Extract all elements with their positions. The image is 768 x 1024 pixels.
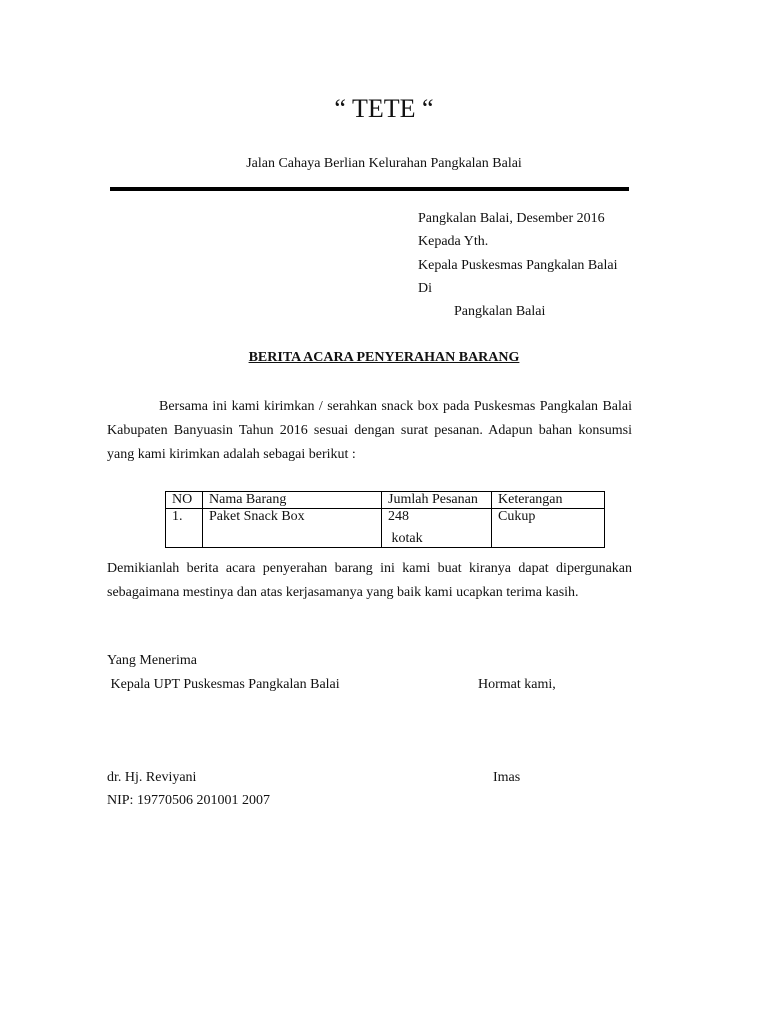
items-table bbox=[165, 491, 605, 548]
opening-paragraph bbox=[107, 395, 632, 467]
table-header-nama: Nama Barang bbox=[203, 492, 382, 509]
table-cell-jumlah bbox=[382, 509, 492, 548]
receiver-title: Kepala UPT Puskesmas Pangkalan Balai bbox=[107, 677, 340, 692]
closing-paragraph: Demikianlah berita acara penyerahan barang ini kami buat kiranya dapat dipergunakan sebagaimana mestinya dan atas kerjasamanya yang baik kami ucapkan terima kasih. bbox=[107, 561, 632, 600]
table-row bbox=[166, 509, 605, 548]
sender-label: Hormat kami, bbox=[478, 677, 556, 692]
table-cell-keterangan: Cukup bbox=[492, 509, 605, 548]
sender-name: Imas bbox=[493, 770, 521, 785]
recipient-city: Pangkalan Balai bbox=[454, 304, 546, 319]
table-cell-jumlah-value: 248 bbox=[388, 509, 409, 524]
place-date: Pangkalan Balai, Desember 2016 bbox=[418, 211, 605, 226]
letterhead-divider bbox=[110, 187, 629, 191]
table-header-no: NO bbox=[166, 492, 203, 509]
table-cell-jumlah-unit: kotak bbox=[388, 531, 423, 546]
recipient-name: Kepala Puskesmas Pangkalan Balai bbox=[418, 258, 618, 273]
receiver-nip: NIP: 19770506 201001 2007 bbox=[107, 793, 270, 808]
table-header-row bbox=[166, 492, 605, 509]
table-header-jumlah: Jumlah Pesanan bbox=[382, 492, 492, 509]
table-cell-nama: Paket Snack Box bbox=[203, 509, 382, 548]
recipient-salutation: Kepada Yth. bbox=[418, 234, 489, 249]
table-cell-no: 1. bbox=[166, 509, 203, 548]
opening-paragraph-text: Bersama ini kami kirimkan / serahkan snack box pada Puskesmas Pangkalan Balai Kabupaten Banyuasin Tahun 2016 sesuai dengan surat pesanan. Adapun bahan konsumsi yang kami kirimkan adalah sebagai berikut : bbox=[107, 399, 632, 462]
letterhead-title: “ TETE “ bbox=[334, 94, 434, 123]
table-header-keterangan: Keterangan bbox=[492, 492, 605, 509]
letterhead-address: Jalan Cahaya Berlian Kelurahan Pangkalan Balai bbox=[246, 156, 522, 171]
recipient-di: Di bbox=[418, 281, 432, 296]
receiver-label: Yang Menerima bbox=[107, 653, 197, 668]
receiver-name: dr. Hj. Reviyani bbox=[107, 770, 197, 785]
document-heading: BERITA ACARA PENYERAHAN BARANG bbox=[248, 350, 520, 365]
